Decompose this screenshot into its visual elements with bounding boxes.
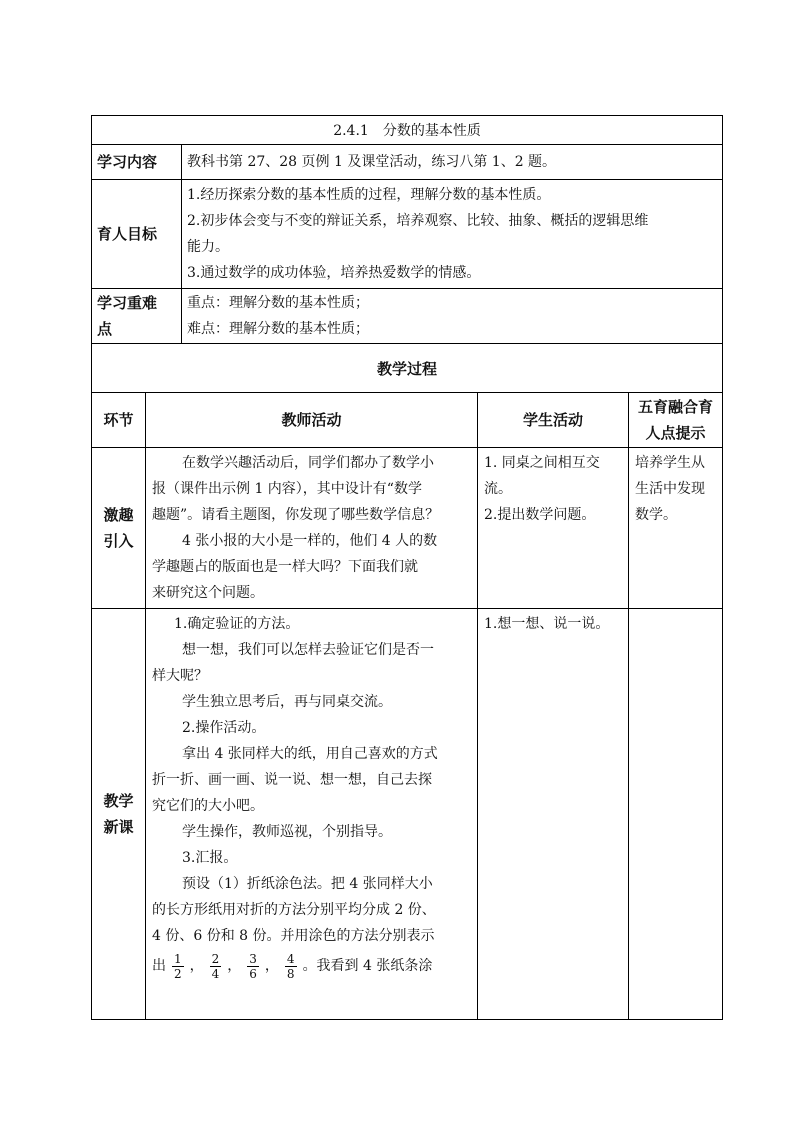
keypoints-text (182, 289, 723, 344)
intro-student-activity: 1. 同桌之间相互交 流。 2.提出数学问题。 (478, 448, 629, 609)
student-column-header: 学生活动 (478, 393, 629, 448)
goal-line: 2.初步体会变与不变的辩证关系，培养观察、比较、抽象、概括的逻辑思维 (187, 213, 649, 229)
keypoints-label: 学习重难 点 (92, 289, 182, 344)
lesson-plan-table (91, 115, 723, 1020)
fraction-2: $\frac{2}{4}$ (211, 951, 220, 981)
learning-content-label: 学习内容 (92, 145, 182, 180)
new-lesson-row (92, 609, 723, 1020)
fusion-column-header: 五育融合育 人点提示 (629, 393, 723, 448)
intro-stage-label: 激趣 引入 (92, 448, 146, 609)
learning-content-text: 教科书第 27、28 页例 1 及课堂活动，练习八第 1、2 题。 (182, 145, 723, 180)
process-heading-row (92, 344, 723, 393)
keypoint-line: 难点：理解分数的基本性质； (187, 321, 369, 337)
goal-line: 1.经历探索分数的基本性质的过程，理解分数的基本性质。 (187, 187, 551, 203)
goals-text (182, 180, 723, 289)
learning-content-row (92, 145, 723, 180)
keypoints-row (92, 289, 723, 344)
new-lesson-teacher-activity: 1.确定验证的方法。 想一想，我们可以怎样去验证它们是否一 样大呢？ 学生独立思考后，再与同桌交流。 2.操作活动。 拿出 4 张同样大的纸，用自己喜欢的方式 折一折、画一画、说一说、想一想，自己去探 究它们的大小吧。 学生操作，教师巡视，个别指导。 3.汇报。 预设（1）折纸涂色法。把 4 张同样大小 的长方形纸用对折的方法分别平均分成 2 份、 4 份、6 份和 8 份。并用涂色的方法分别表示 出 $\frac{1}{2}$ ， $\frac{2}{4}$ ， $\frac{3}{6}$ ， $\frac{4}{8}$ 。我看到 4 张纸条涂 (146, 609, 478, 1020)
fraction-3: $\frac{3}{6}$ (249, 951, 257, 981)
new-lesson-stage-label: 教学 新课 (92, 609, 146, 1020)
keypoint-line: 重点：理解分数的基本性质； (187, 295, 369, 311)
teacher-column-header: 教师活动 (146, 393, 478, 448)
new-lesson-student-activity: 1.想一想、说一说。 (478, 609, 629, 1020)
fraction-1: $\frac{1}{2}$ (174, 951, 182, 981)
goals-label: 育人目标 (92, 180, 182, 289)
column-header-row (92, 393, 723, 448)
process-heading: 教学过程 (92, 344, 723, 393)
lesson-title: 2.4.1 分数的基本性质 (92, 116, 723, 145)
goals-row (92, 180, 723, 289)
new-lesson-fusion-tip (629, 609, 723, 1020)
stage-column-header: 环节 (92, 393, 146, 448)
fraction-line: 出 $\frac{1}{2}$ ， $\frac{2}{4}$ ， $\frac{3}{6}$ ， $\frac{4}{8}$ 。我看到 4 张纸条涂 (152, 951, 433, 981)
title-row (92, 116, 723, 145)
intro-row (92, 448, 723, 609)
goal-line: 3.通过数学的成功体验，培养热爱数学的情感。 (187, 265, 481, 281)
goal-line: 能力。 (187, 239, 229, 255)
intro-teacher-activity: 在数学兴趣活动后，同学们都办了数学小 报（课件出示例 1 内容），其中设计有“数学 趣题”。请看主题图，你发现了哪些数学信息？ 4 张小报的大小是一样的，他们 4 人的数 学趣题占的版面也是一样大吗？下面我们就 来研究这个问题。 (146, 448, 478, 609)
intro-fusion-tip: 培养学生从 生活中发现 数学。 (629, 448, 723, 609)
fraction-4: $\frac{4}{8}$ (286, 951, 295, 981)
